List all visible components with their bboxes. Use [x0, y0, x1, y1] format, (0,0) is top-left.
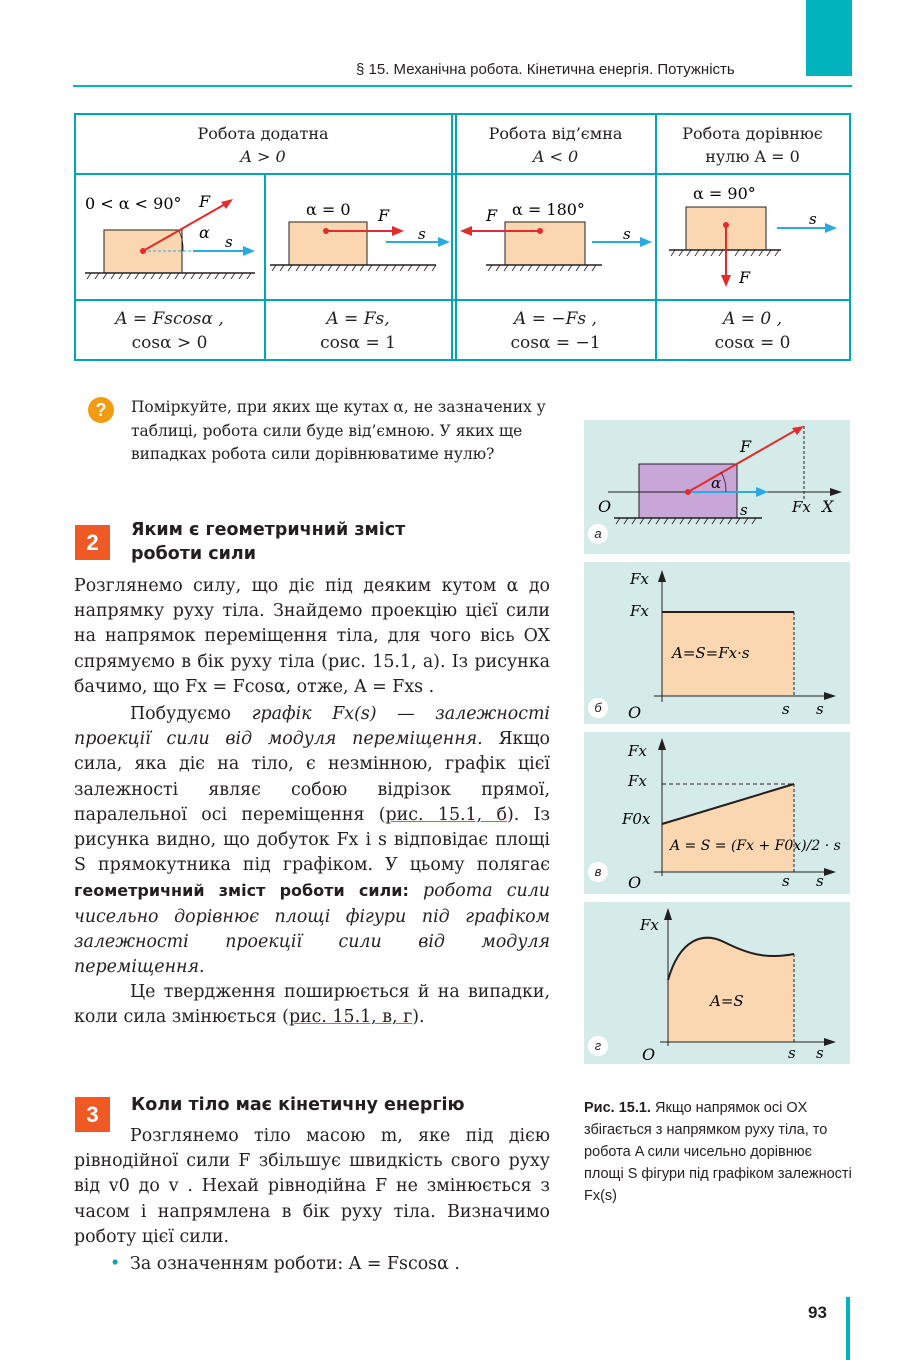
panel-label-g: г [588, 1036, 608, 1056]
section-number-2: 2 [75, 525, 110, 560]
svg-text:s: s [782, 700, 790, 718]
svg-text:Fx: Fx [630, 570, 649, 588]
formula-acute: A = Fscosα , cosα > 0 [115, 309, 224, 353]
svg-text:s: s [816, 700, 824, 718]
svg-text:s: s [782, 872, 790, 890]
svg-text:α: α [711, 474, 722, 492]
svg-text:X: X [822, 497, 834, 516]
section2-paragraph-1: Розглянемо силу, що діє під деяким кутом α до напрямку руху тіла. Знайдемо проекцію цієї сили на напрямок переміщення тіла, для чого вісь OX спрямуємо в бік руху тіла (рис. 15.1, а). Із рисунка бачимо, що Fx = Fcosα, отже, A = Fxs . [74, 576, 550, 697]
section-title-3: Коли тіло має кінетичну енергію [131, 1095, 465, 1115]
header-negative: Робота від’ємна A < 0 [488, 124, 623, 166]
header-zero: Робота дорівнює нулю A = 0 [682, 124, 823, 166]
svg-text:α: α [199, 223, 210, 242]
section-title-2: Яким є геометричний зміст роботи сили [131, 520, 406, 564]
figure-ref-vg[interactable]: рис. 15.1, в, г [288, 1007, 413, 1028]
svg-text:s: s [788, 1044, 796, 1062]
panel-label-v: в [588, 862, 608, 882]
diagram-acute-angle [75, 175, 264, 298]
header-rule [73, 85, 852, 87]
svg-text:O: O [642, 1045, 656, 1064]
diagram-zero-angle [266, 175, 451, 298]
section3-paragraph-1: Розглянемо тіло масою m, яке під дією рівнодійної сили F збільшує швидкість свого руху від v0 до v . Нехай рівнодійна F не змінюється з часом і напрямлена в бік руху тіла. Визначимо роботу цієї сили. [74, 1126, 550, 1247]
svg-text:O: O [598, 497, 612, 516]
svg-text:O: O [628, 703, 642, 722]
svg-text:α = 0: α = 0 [306, 200, 351, 219]
running-header: § 15. Механічна робота. Кінетична енергія. Потужність [356, 61, 735, 78]
figure-panel-b [584, 562, 850, 724]
section2-paragraph-3: Це твердження поширюється й на випадки, коли сила змінюється (рис. 15.1, в, г). [74, 982, 550, 1028]
svg-text:F: F [378, 206, 390, 225]
svg-text:A=S=Fx·s: A=S=Fx·s [672, 644, 750, 662]
svg-text:α = 90°: α = 90° [693, 184, 756, 203]
svg-text:Fx: Fx [640, 916, 659, 934]
svg-text:F: F [486, 206, 498, 225]
svg-text:Fx: Fx [628, 772, 647, 790]
figure-panel-v [584, 732, 850, 894]
panel-label-a: а [588, 524, 608, 544]
formula-opposite: A = −Fs , cosα = −1 [510, 309, 601, 353]
svg-text:s: s [418, 225, 426, 243]
svg-text:0 < α < 90°: 0 < α < 90° [85, 194, 182, 213]
question-text: Поміркуйте, при яких ще кутах α, не зазначених у таблиці, робота сили буде від’ємною. У яких ще випадках робота сили дорівнюватиме нулю? [131, 398, 546, 463]
svg-text:A=S: A=S [710, 992, 744, 1010]
figure-ref-b[interactable]: рис. 15.1, б [385, 804, 507, 825]
linear-force-graph [584, 732, 850, 894]
force-projection-diagram [584, 420, 850, 554]
panel-label-b: б [588, 698, 608, 718]
diagram-right-angle [657, 175, 849, 298]
svg-text:F0x: F0x [622, 810, 651, 828]
variable-force-graph [584, 902, 850, 1064]
svg-text:Fx: Fx [628, 742, 647, 760]
svg-text:O: O [628, 873, 642, 892]
svg-text:Fx: Fx [792, 498, 811, 516]
svg-text:s: s [623, 225, 631, 243]
formula-right: A = 0 , cosα = 0 [714, 309, 791, 353]
figure-panel-g [584, 902, 850, 1064]
bullet-dot-icon: • [110, 1254, 121, 1275]
question-icon: ? [88, 397, 114, 423]
page-number-bar [846, 1297, 850, 1360]
svg-text:F: F [739, 268, 751, 287]
svg-text:Fx: Fx [630, 602, 649, 620]
section2-paragraph-2: Побудуємо графік Fx(s) — залежності проекції сили від модуля переміщення. Якщо сила, яка діє на тіло, є незмінною, графік цієї залежності являє собою відрізок прямої, паралельної осі переміщення (рис. 15.1, б). Із рисунка видно, що добуток Fx і s відповідає площі S прямокутника під графіком. У цьому полягає геометричний зміст роботи сили: робота сили чисельно дорівнює площі фігури під графіком залежності проекції сили від модуля переміщення. [74, 704, 550, 978]
header-positive: Робота додатна A > 0 [197, 124, 329, 166]
page-number: 93 [808, 1303, 827, 1322]
formula-zero: A = Fs, cosα = 1 [320, 309, 396, 353]
svg-text:s: s [816, 872, 824, 890]
figure-caption: Рис. 15.1. Якщо напрямок осі OX збігається з напрямком руху тіла, то робота A сили чисельно дорівнює площі S фігури під графіком залежності Fx(s) [584, 1100, 852, 1204]
svg-text:s: s [740, 501, 748, 519]
diagram-opposite-angle [456, 175, 655, 298]
svg-text:F: F [740, 437, 752, 456]
section2-body [74, 574, 550, 1031]
svg-text:α = 180°: α = 180° [512, 200, 585, 219]
svg-text:s: s [809, 210, 817, 228]
header-accent-bar [806, 0, 852, 76]
svg-text:s: s [225, 233, 233, 251]
svg-text:A = S = (Fx + F0x)/2 · s: A = S = (Fx + F0x)/2 · s [670, 838, 841, 854]
constant-force-graph [584, 562, 850, 724]
section-number-3: 3 [75, 1097, 110, 1132]
figure-panel-a [584, 420, 850, 554]
svg-text:s: s [816, 1044, 824, 1062]
svg-text:F: F [199, 192, 211, 211]
section3-body [74, 1124, 550, 1277]
section3-bullet: • За означенням роботи: A = Fscosα . [74, 1252, 550, 1277]
